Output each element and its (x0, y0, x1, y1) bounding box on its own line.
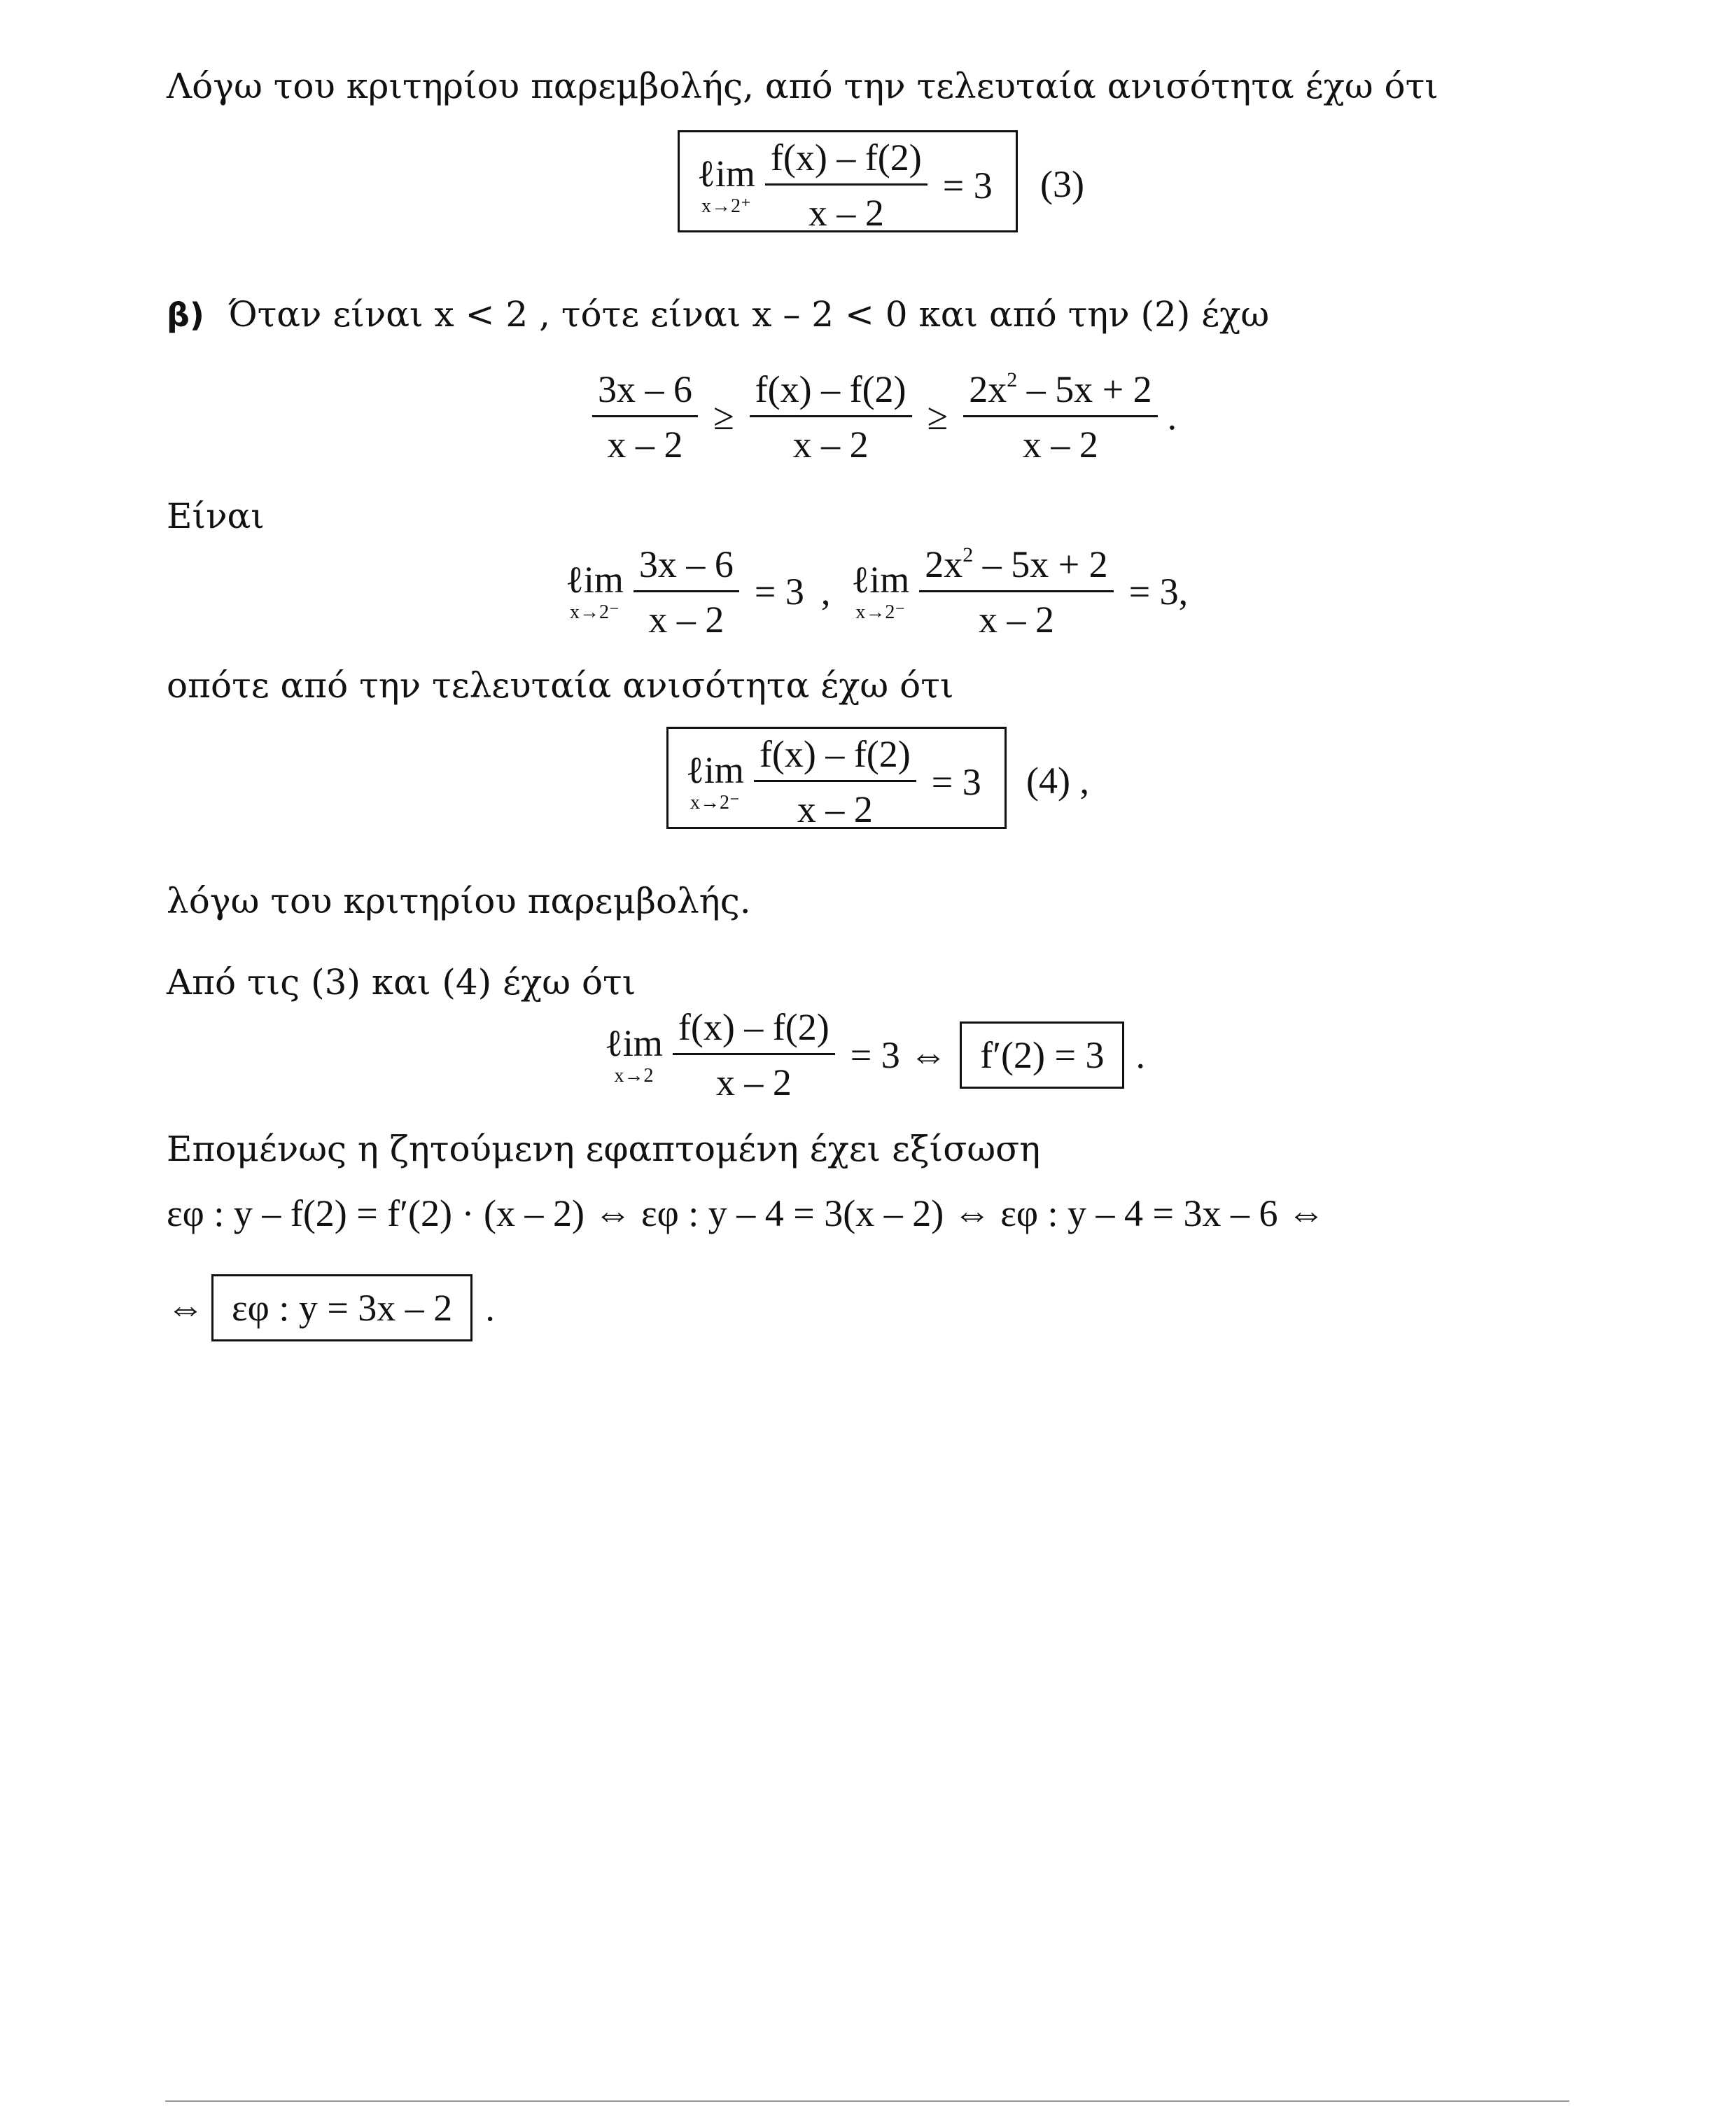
final-tangent: ⇔ εφ : y = 3x – 2 . (167, 1274, 495, 1341)
equation-tag-3: (3) (1040, 163, 1084, 205)
fprime-box: f′(2) = 3 (960, 1021, 1124, 1089)
footer-rule (165, 2100, 1569, 2102)
difference-quotient: $\frac{f(x) - f(2)}{x - 2}$ (765, 139, 927, 232)
paragraph-einai: Είναι (167, 496, 265, 536)
limit-operator: ℓim x→2⁺ (697, 152, 755, 217)
two-sided-limit: ℓim x→2 $\frac{f(x) - f(2)}{x - 2}$ = 3 ⇔ f′(2) = 3 . (605, 1006, 1145, 1103)
tangent-derivation: εφ : y – f(2) = f′(2) · (x – 2) ⇔ εφ : y – 4 = 3(x – 2) ⇔ εφ : y – 4 = 3x – 6 ⇔ (167, 1192, 1326, 1234)
paragraph-apo: Από τις (3) και (4) έχω ότι (167, 962, 636, 1003)
beta-label: β) (167, 296, 204, 334)
paragraph-opote: οπότε από την τελευταία ανισότητα έχω ότι (167, 665, 954, 706)
limit-left-equation: ℓim x→2⁻ $\frac{f(x) - f(2)}{x - 2}$ = 3 (686, 733, 981, 830)
final-tangent-box: εφ : y = 3x – 2 (211, 1274, 472, 1341)
beta-text: Όταν είναι x < 2 , τότε είναι x – 2 < 0 και από την (2) έχω (227, 294, 1270, 335)
paragraph-beta (167, 294, 1270, 335)
limit-right-equation: ℓim x→2⁺ $\frac{f(x) - f(2)}{x - 2}$ = 3 (697, 137, 993, 234)
paragraph-logo: λόγω του κριτηρίου παρεμβολής. (167, 881, 751, 921)
paragraph-epomenos: Επομένως η ζητούμενη εφαπτομένη έχει εξίσωση (167, 1129, 1041, 1169)
equation-tag-4: (4) , (1026, 760, 1089, 802)
left-limits-line: ℓim x→2⁻ $\frac{3x - 6}{x - 2}$ = 3 , ℓim x→2⁻ $\frac{2x^2 - 5x + 2}{x - 2}$ = 3, (566, 543, 1189, 641)
inequality-chain: $\frac{3x - 6}{x - 2}$ ≥ $\frac{f(x) - f(2)}{x - 2}$ ≥ $\frac{2x^2 - 5x + 2}{x - 2}$ . (587, 370, 1177, 463)
paragraph-squeeze-intro: Λόγω του κριτηρίου παρεμβολής, από την τελευταία ανισότητα έχω ότι (167, 66, 1438, 106)
